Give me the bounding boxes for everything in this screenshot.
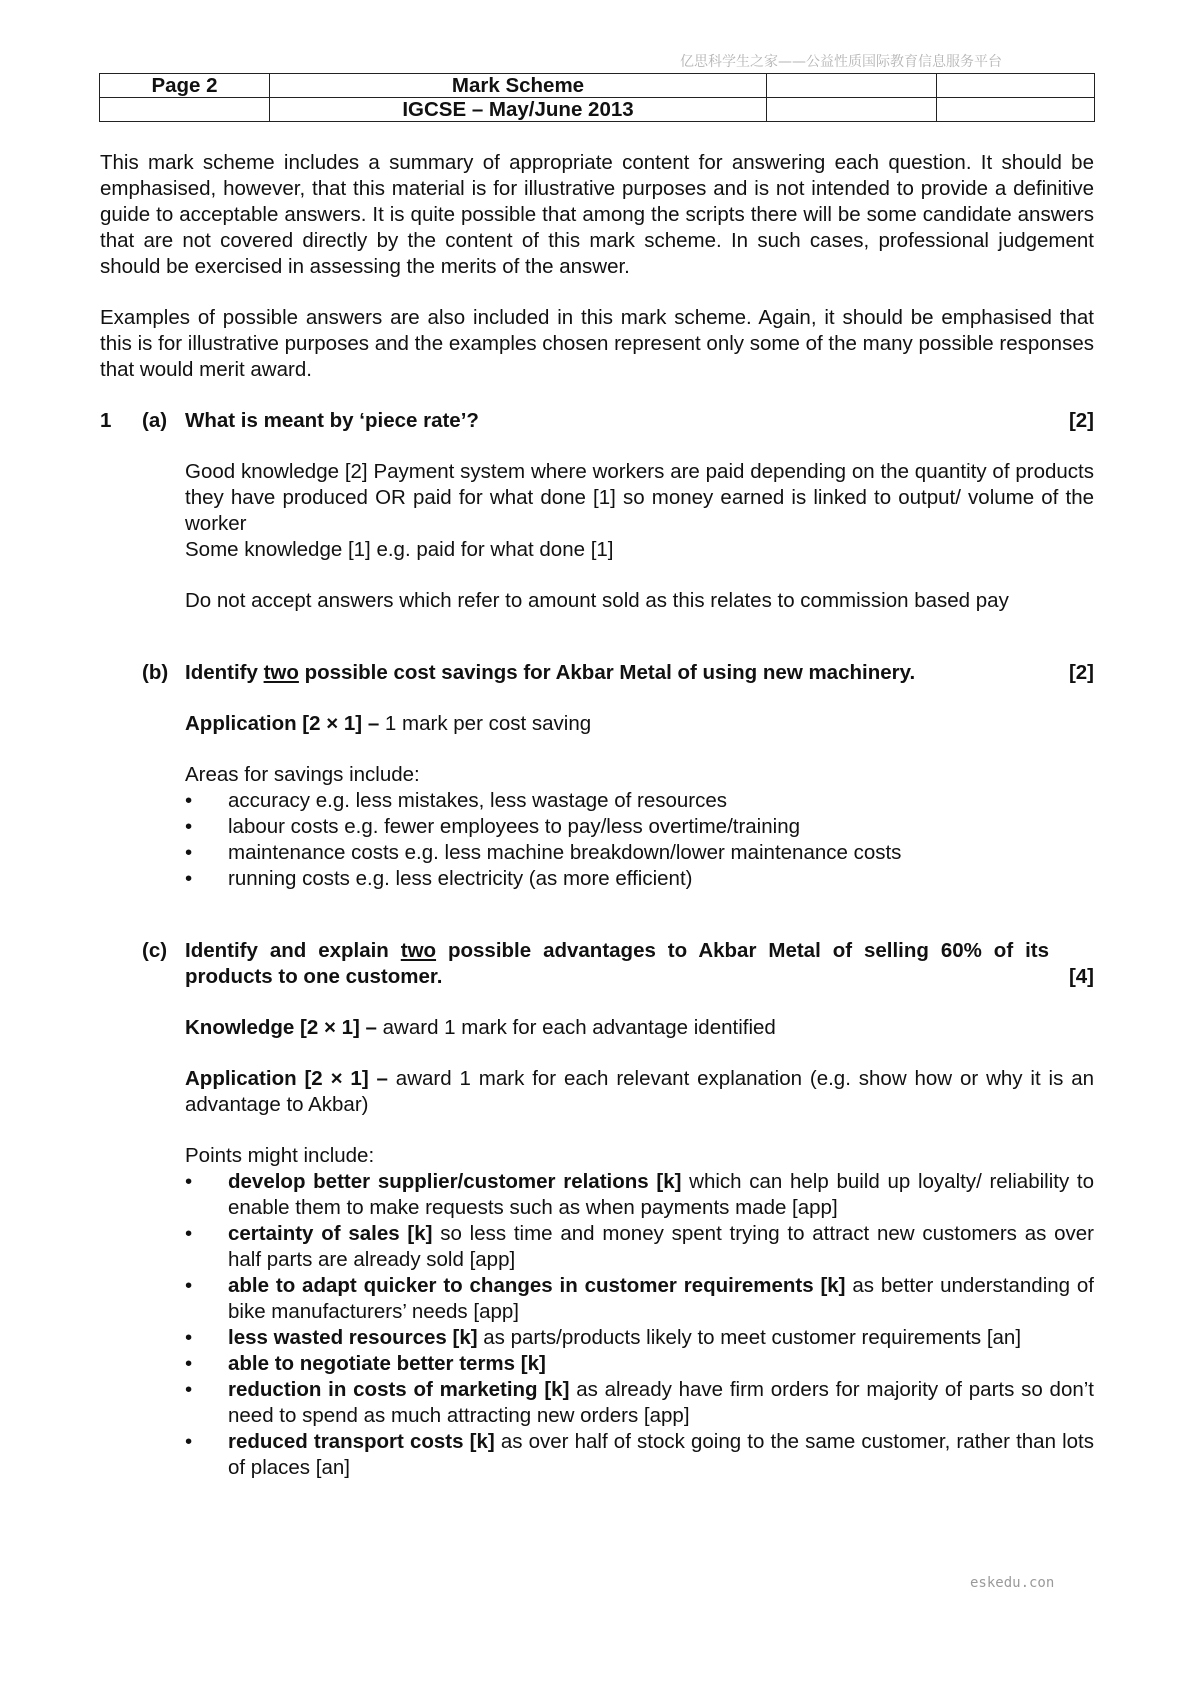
header-empty-cell [767,74,937,98]
question-number: 1 [100,409,112,432]
list-item: • running costs e.g. less electricity (as more efficient) [185,866,1094,892]
underlined-word: two [400,939,437,962]
marks-label: [2] [1068,409,1094,432]
question-1c [100,938,1094,990]
note-text: Do not accept answers which refer to amount sold as this relates to commission based pay [185,589,1009,612]
watermark-top: 亿思科学生之家——公益性质国际教育信息服务平台 [680,54,1002,70]
list-item: • develop better supplier/customer relations [k] which can help build up loyalty/ reliability to enable them to make requests such as when payments made [app] [185,1169,1094,1221]
answer-1b [185,711,1094,788]
header-table [99,73,1095,122]
page-label: Page 2 [100,74,270,98]
points-intro: Points might include: [185,1144,375,1167]
list-item: • accuracy e.g. less mistakes, less wastage of resources [185,788,1094,814]
list-item: • less wasted resources [k] as parts/products likely to meet customer requirements [an] [185,1325,1094,1351]
list-item: • able to adapt quicker to changes in customer requirements [k] as better understanding of bike manufacturers’ needs [app] [185,1273,1094,1325]
knowledge-criteria: Knowledge [2 × 1] – award 1 mark for each advantage identified [185,1016,776,1039]
header-empty-cell [937,98,1095,122]
header-empty-cell [100,98,270,122]
question-1a [100,408,1094,434]
question-text: Identify and explain two possible advantages to Akbar Metal of selling 60% of its products to one customer. [185,939,1049,988]
list-item: • reduced transport costs [k] as over half of stock going to the same customer, rather than lots of places [an] [185,1429,1094,1481]
list-item: • able to negotiate better terms [k] [185,1351,1094,1377]
intro-paragraph: Examples of possible answers are also included in this mark scheme. Again, it should be emphasised that this is for illustrative purposes and the examples chosen represent only some of the many possible responses that would merit award. [100,306,1094,381]
application-criteria: Application [2 × 1] – award 1 mark for each relevant explanation (e.g. show how or why it is an advantage to Akbar) [185,1067,1094,1116]
question-text: Identify two possible cost savings for Akbar Metal of using new machinery. [185,661,916,684]
question-1b [100,660,1094,686]
list-item: • labour costs e.g. fewer employees to pay/less overtime/training [185,814,1094,840]
header-empty-cell [767,98,937,122]
question-part-label: (a) [142,409,168,432]
list-item: • certainty of sales [k] so less time and money spent trying to attract new customers as over half parts are already sold [app] [185,1221,1094,1273]
watermark-bottom: eskedu.con [970,1575,1055,1591]
some-knowledge-text: Some knowledge [1] e.g. paid for what done [1] [185,538,614,561]
advantages-list [185,1169,1094,1481]
cost-savings-list [185,788,1094,892]
question-part-label: (c) [142,939,168,962]
document-title: Mark Scheme [270,74,767,98]
underlined-word: two [263,661,299,684]
question-text: What is meant by ‘piece rate’? [185,409,479,432]
document-subtitle: IGCSE – May/June 2013 [270,98,767,122]
list-item: • maintenance costs e.g. less machine breakdown/lower maintenance costs [185,840,1094,866]
list-item: • reduction in costs of marketing [k] as already have firm orders for majority of parts so don’t need to spend as much attracting new orders [app] [185,1377,1094,1429]
answer-1a [185,459,1094,614]
header-empty-cell [937,74,1095,98]
page-content [100,150,1094,1481]
marks-label: [4] [1068,965,1094,988]
answer-1c [185,1015,1094,1169]
intro-paragraph: This mark scheme includes a summary of appropriate content for answering each question. It should be emphasised, however, that this material is for illustrative purposes and is not intended to provide a definitive guide to acceptable answers. It is quite possible that among the scripts there will be some candidate answers that are not covered directly by the content of this mark scheme. In such cases, professional judgement should be exercised in assessing the merits of the answer. [100,151,1094,278]
marks-label: [2] [1068,661,1094,684]
good-knowledge-text: Good knowledge [2] Payment system where workers are paid depending on the quantity of products they have produced OR paid for what done [1] so money earned is linked to output/ volume of the worker [185,460,1094,535]
areas-intro: Areas for savings include: [185,763,420,786]
application-criteria: Application [2 × 1] – 1 mark per cost saving [185,712,592,735]
question-part-label: (b) [142,661,169,684]
